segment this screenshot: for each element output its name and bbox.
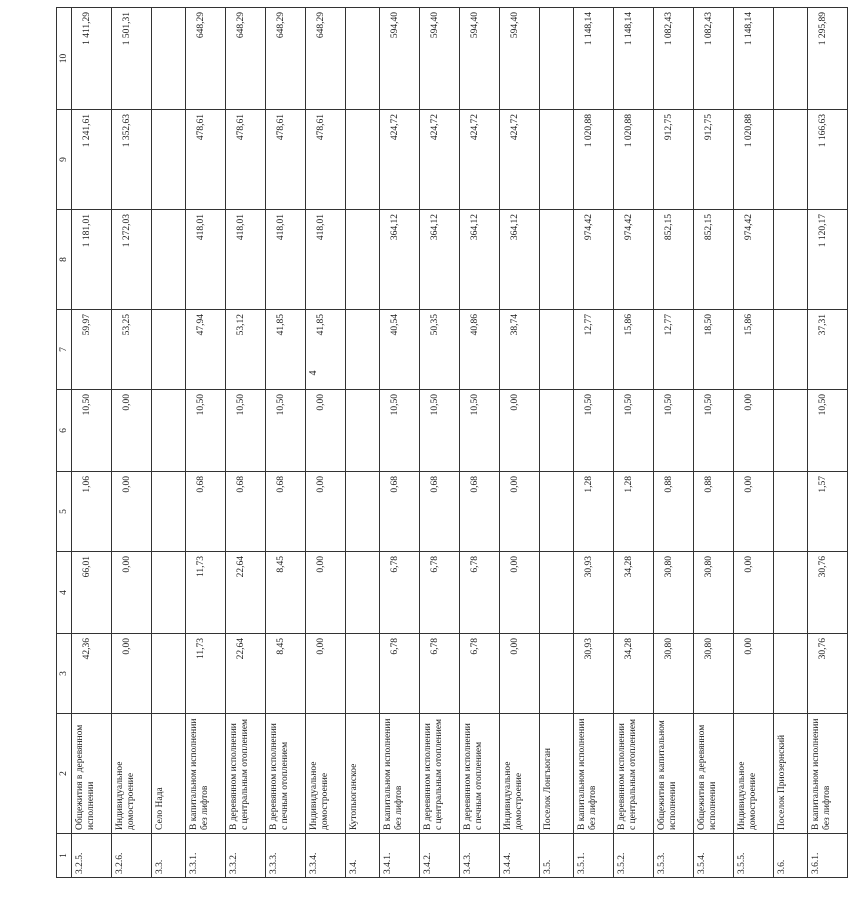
value-cell: 0,88 [694, 472, 734, 552]
row-code: 3.5.3. [654, 834, 694, 878]
value-cell: 6,78 [420, 552, 460, 634]
value-cell [152, 390, 186, 472]
value-cell: 594,40 [380, 8, 420, 110]
section-row [152, 8, 186, 878]
value-cell: 0,00 [306, 390, 346, 472]
value-cell: 1 295,89 [808, 8, 848, 110]
value-cell: 852,15 [654, 210, 694, 310]
value-cell: 6,78 [420, 634, 460, 714]
value-cell: 1 020,88 [574, 110, 614, 210]
value-cell: 418,01 [306, 210, 346, 310]
value-cell: 1 148,14 [574, 8, 614, 110]
row-name: Кутопьюганское [346, 714, 380, 834]
value-cell: 364,12 [380, 210, 420, 310]
value-cell: 1 241,61 [72, 110, 112, 210]
row-code: 3.5.2. [614, 834, 654, 878]
value-cell: 6,78 [380, 552, 420, 634]
value-cell: 47,94 [186, 310, 226, 390]
column-header: 5 [57, 472, 72, 552]
value-cell: 42,36 [72, 634, 112, 714]
row-code: 3.6.1. [808, 834, 848, 878]
row-code: 3.3.1. [186, 834, 226, 878]
value-cell [774, 472, 808, 552]
value-cell: 30,76 [808, 634, 848, 714]
table-row [380, 8, 420, 878]
value-cell: 8,45 [266, 634, 306, 714]
value-cell: 0,00 [306, 472, 346, 552]
value-cell: 53,25 [112, 310, 152, 390]
row-code: 3.5.5. [734, 834, 774, 878]
value-cell: 10,50 [72, 390, 112, 472]
value-cell: 478,61 [306, 110, 346, 210]
value-cell: 648,29 [186, 8, 226, 110]
value-cell: 0,00 [500, 390, 540, 472]
table-row [460, 8, 500, 878]
value-cell: 424,72 [380, 110, 420, 210]
table-row [226, 8, 266, 878]
value-cell: 59,97 [72, 310, 112, 390]
row-name: В капитальном исполнении без лифтов [574, 714, 614, 834]
row-code: 3.4.4. [500, 834, 540, 878]
value-cell: 66,01 [72, 552, 112, 634]
value-cell [152, 210, 186, 310]
value-cell: 10,50 [614, 390, 654, 472]
value-cell: 594,40 [460, 8, 500, 110]
value-cell [346, 390, 380, 472]
value-cell: 364,12 [500, 210, 540, 310]
value-cell: 0,00 [500, 634, 540, 714]
value-cell [152, 310, 186, 390]
value-cell: 1 020,88 [734, 110, 774, 210]
value-cell: 0,00 [734, 552, 774, 634]
value-cell: 0,88 [654, 472, 694, 552]
table-row [72, 8, 112, 878]
table-row [808, 8, 848, 878]
value-cell: 50,35 [420, 310, 460, 390]
row-code: 3.2.6. [112, 834, 152, 878]
value-cell: 1 411,29 [72, 8, 112, 110]
value-cell: 0,00 [112, 552, 152, 634]
value-cell: 22,64 [226, 552, 266, 634]
value-cell [774, 552, 808, 634]
tariff-table-rotated [56, 8, 832, 878]
value-cell: 648,29 [226, 8, 266, 110]
value-cell [540, 472, 574, 552]
row-code: 3.4.2. [420, 834, 460, 878]
value-cell: 30,80 [694, 552, 734, 634]
value-cell [774, 634, 808, 714]
value-cell: 10,50 [380, 390, 420, 472]
header-row [57, 8, 72, 878]
value-cell: 10,50 [654, 390, 694, 472]
value-cell [346, 110, 380, 210]
value-cell: 30,80 [694, 634, 734, 714]
value-cell [346, 8, 380, 110]
column-header: 6 [57, 390, 72, 472]
value-cell [346, 310, 380, 390]
value-cell: 1,28 [574, 472, 614, 552]
value-cell: 1 082,43 [694, 8, 734, 110]
table-row [420, 8, 460, 878]
value-cell: 30,80 [654, 634, 694, 714]
value-cell: 0,00 [500, 552, 540, 634]
table-row [654, 8, 694, 878]
column-header: 10 [57, 8, 72, 110]
value-cell: 0,00 [734, 472, 774, 552]
value-cell: 6,78 [380, 634, 420, 714]
row-code: 3.5.4. [694, 834, 734, 878]
value-cell [774, 210, 808, 310]
value-cell: 0,00 [734, 634, 774, 714]
value-cell: 478,61 [266, 110, 306, 210]
row-name: Село Нада [152, 714, 186, 834]
row-code: 3.5. [540, 834, 574, 878]
value-cell [152, 634, 186, 714]
row-name: В капитальном исполнении без лифтов [186, 714, 226, 834]
value-cell: 18,50 [694, 310, 734, 390]
row-name: Индивидуальное домостроение [734, 714, 774, 834]
value-cell: 10,50 [808, 390, 848, 472]
section-row [774, 8, 808, 878]
row-name: В деревянном исполнении с центральным отоплением [226, 714, 266, 834]
value-cell [346, 552, 380, 634]
row-name: В деревянном исполнении с печным отоплением [460, 714, 500, 834]
value-cell: 41,85 [266, 310, 306, 390]
value-cell: 53,12 [226, 310, 266, 390]
row-name: Индивидуальное домостроение [306, 714, 346, 834]
value-cell: 30,93 [574, 634, 614, 714]
value-cell: 34,28 [614, 552, 654, 634]
row-code: 3.4.1. [380, 834, 420, 878]
value-cell: 1,28 [614, 472, 654, 552]
value-cell: 10,50 [186, 390, 226, 472]
value-cell: 0,68 [420, 472, 460, 552]
value-cell: 0,00 [112, 472, 152, 552]
value-cell [346, 210, 380, 310]
row-code: 3.3. [152, 834, 186, 878]
value-cell: 0,00 [500, 472, 540, 552]
table-row [186, 8, 226, 878]
value-cell: 974,42 [574, 210, 614, 310]
value-cell: 0,00 [112, 634, 152, 714]
value-cell: 594,40 [420, 8, 460, 110]
value-cell [152, 8, 186, 110]
value-cell [540, 390, 574, 472]
table-row [266, 8, 306, 878]
value-cell: 974,42 [614, 210, 654, 310]
value-cell: 40,86 [460, 310, 500, 390]
value-cell: 37,31 [808, 310, 848, 390]
value-cell: 648,29 [266, 8, 306, 110]
page-number: 4 [308, 370, 319, 376]
row-name: Поселок Лонгъюган [540, 714, 574, 834]
value-cell: 1 272,03 [112, 210, 152, 310]
row-name: Индивидуальное домостроение [500, 714, 540, 834]
value-cell: 38,74 [500, 310, 540, 390]
value-cell: 424,72 [420, 110, 460, 210]
value-cell: 0,00 [112, 390, 152, 472]
value-cell [346, 634, 380, 714]
column-header: 9 [57, 110, 72, 210]
value-cell: 478,61 [226, 110, 266, 210]
row-name: Поселок Приозернский [774, 714, 808, 834]
row-name: Общежития в деревянном исполнении [72, 714, 112, 834]
row-name: В деревянном исполнении с центральным отоплением [420, 714, 460, 834]
table-body [57, 8, 848, 878]
value-cell: 1 148,14 [614, 8, 654, 110]
value-cell: 594,40 [500, 8, 540, 110]
value-cell [774, 310, 808, 390]
value-cell: 478,61 [186, 110, 226, 210]
value-cell: 0,68 [186, 472, 226, 552]
row-name: Общежития в деревянном исполнении [694, 714, 734, 834]
value-cell: 11,73 [186, 552, 226, 634]
column-header: 2 [57, 714, 72, 834]
value-cell: 12,77 [574, 310, 614, 390]
value-cell: 418,01 [266, 210, 306, 310]
value-cell: 8,45 [266, 552, 306, 634]
value-cell: 10,50 [420, 390, 460, 472]
value-cell: 30,76 [808, 552, 848, 634]
row-code: 3.2.5. [72, 834, 112, 878]
value-cell [540, 210, 574, 310]
column-header: 4 [57, 552, 72, 634]
value-cell [540, 110, 574, 210]
value-cell [774, 8, 808, 110]
value-cell: 1 352,63 [112, 110, 152, 210]
value-cell: 0,00 [306, 634, 346, 714]
row-code: 3.4. [346, 834, 380, 878]
tariff-table [56, 7, 848, 878]
value-cell: 418,01 [186, 210, 226, 310]
value-cell [152, 110, 186, 210]
row-name: В деревянном исполнении с печным отоплением [266, 714, 306, 834]
value-cell [540, 552, 574, 634]
table-row [306, 8, 346, 878]
table-row [500, 8, 540, 878]
value-cell: 912,75 [654, 110, 694, 210]
value-cell: 1 181,01 [72, 210, 112, 310]
value-cell: 10,50 [266, 390, 306, 472]
value-cell: 1 501,31 [112, 8, 152, 110]
row-name: В деревянном исполнении с центральным отоплением [614, 714, 654, 834]
column-header: 1 [57, 834, 72, 878]
value-cell: 1 148,14 [734, 8, 774, 110]
value-cell: 10,50 [574, 390, 614, 472]
value-cell: 15,86 [734, 310, 774, 390]
value-cell: 30,93 [574, 552, 614, 634]
table-row [734, 8, 774, 878]
value-cell: 6,78 [460, 634, 500, 714]
value-cell [774, 110, 808, 210]
row-code: 3.4.3. [460, 834, 500, 878]
section-row [346, 8, 380, 878]
value-cell: 364,12 [420, 210, 460, 310]
value-cell: 424,72 [500, 110, 540, 210]
value-cell: 0,68 [460, 472, 500, 552]
value-cell: 1 166,63 [808, 110, 848, 210]
column-header: 3 [57, 634, 72, 714]
row-name: Индивидуальное домостроение [112, 714, 152, 834]
row-name: В капитальном исполнении без лифтов [380, 714, 420, 834]
value-cell: 0,00 [734, 390, 774, 472]
value-cell [152, 552, 186, 634]
value-cell: 1 120,17 [808, 210, 848, 310]
value-cell: 0,68 [226, 472, 266, 552]
value-cell [346, 472, 380, 552]
section-row [540, 8, 574, 878]
value-cell: 0,68 [380, 472, 420, 552]
row-code: 3.6. [774, 834, 808, 878]
value-cell: 1,57 [808, 472, 848, 552]
value-cell: 41,85 [306, 310, 346, 390]
value-cell: 852,15 [694, 210, 734, 310]
value-cell: 6,78 [460, 552, 500, 634]
value-cell: 912,75 [694, 110, 734, 210]
value-cell: 424,72 [460, 110, 500, 210]
value-cell: 1 082,43 [654, 8, 694, 110]
value-cell [540, 8, 574, 110]
value-cell: 34,28 [614, 634, 654, 714]
value-cell: 10,50 [460, 390, 500, 472]
value-cell: 10,50 [226, 390, 266, 472]
value-cell: 648,29 [306, 8, 346, 110]
value-cell: 0,68 [266, 472, 306, 552]
value-cell: 1,06 [72, 472, 112, 552]
value-cell: 12,77 [654, 310, 694, 390]
column-header: 7 [57, 310, 72, 390]
value-cell: 11,73 [186, 634, 226, 714]
row-name: В капитальном исполнении без лифтов [808, 714, 848, 834]
value-cell: 418,01 [226, 210, 266, 310]
table-row [112, 8, 152, 878]
column-header: 8 [57, 210, 72, 310]
value-cell [774, 390, 808, 472]
table-row [574, 8, 614, 878]
value-cell [152, 472, 186, 552]
value-cell [540, 634, 574, 714]
value-cell: 0,00 [306, 552, 346, 634]
row-name: Общежития в капитальном исполнении [654, 714, 694, 834]
row-code: 3.3.3. [266, 834, 306, 878]
value-cell: 15,86 [614, 310, 654, 390]
value-cell: 364,12 [460, 210, 500, 310]
value-cell: 1 020,88 [614, 110, 654, 210]
row-code: 3.3.4. [306, 834, 346, 878]
row-code: 3.3.2. [226, 834, 266, 878]
value-cell: 22,64 [226, 634, 266, 714]
value-cell: 30,80 [654, 552, 694, 634]
value-cell [540, 310, 574, 390]
value-cell: 974,42 [734, 210, 774, 310]
table-row [614, 8, 654, 878]
value-cell: 40,54 [380, 310, 420, 390]
table-row [694, 8, 734, 878]
row-code: 3.5.1. [574, 834, 614, 878]
value-cell: 10,50 [694, 390, 734, 472]
